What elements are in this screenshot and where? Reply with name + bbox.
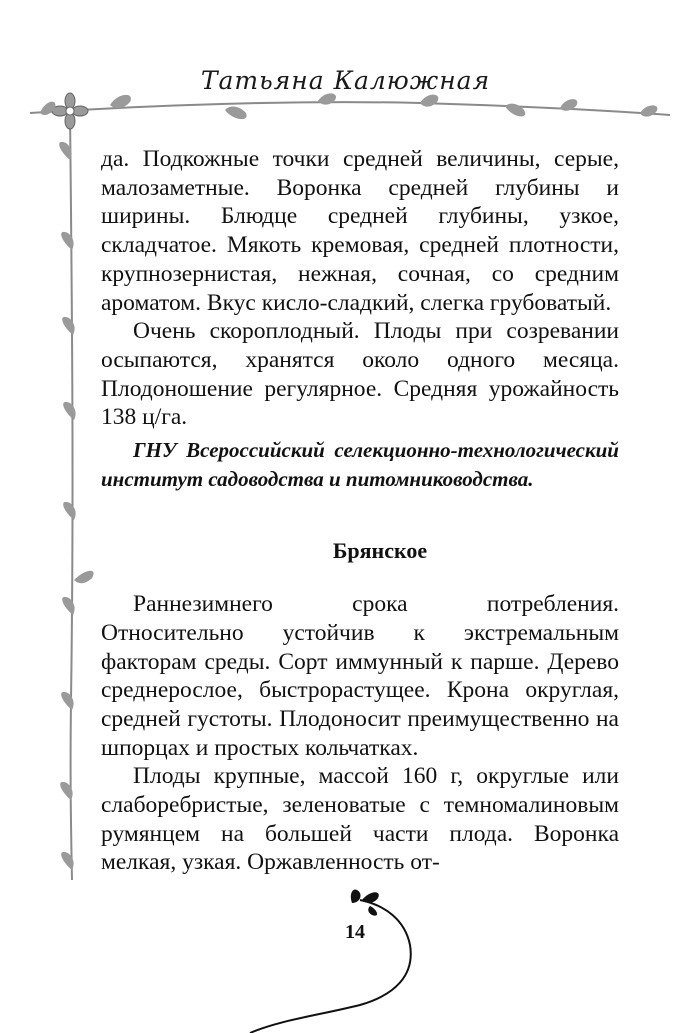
paragraph-yield: Очень скороплодный. Плоды при созревании осыпаются, хранятся около одного месяца. Плодоношение регулярное. Средняя урожайность 138 ц/га.	[101, 318, 619, 431]
page-body	[101, 145, 619, 877]
leaf-icon	[74, 571, 94, 583]
leaf-icon	[225, 106, 247, 119]
breeder-credit: ГНУ Всероссийский селекционно-технологический институт садоводства и питомниководства.	[101, 438, 619, 491]
leaf-icon	[640, 105, 657, 116]
paragraph-description: Раннезимнего срока потребления. Относительно устойчив к экстремальным факторам среды. Сорт иммунный к парше. Дерево среднерослое, быстрорастущее. Крона округлая, средней густоты. Плодоносит преимущественно на шпорцах и простых кольчатках.	[101, 591, 619, 761]
paragraph-fruits: Плоды крупные, массой 160 г, округлые или слаборебристые, зеленоватые с темномалиновым румянцем на большей части плода. Воронка мелкая, узкая. Оржавленность от-	[101, 763, 619, 876]
leaf-icon	[63, 402, 75, 420]
leaf-icon	[505, 104, 525, 117]
variety-heading: Брянское	[332, 538, 428, 564]
paragraph-continued: да. Подкожные точки средней величины, серые, малозаметные. Воронка средней глубины и ширины. Блюдце средней глубины, узкое, складчатое. Мякоть кремовая, средней плотности, крупнозернистая, нежная, сочная, со средним ароматом. Вкус кисло-сладкий, слегка грубоватый.	[101, 146, 619, 316]
leaf-icon	[63, 502, 75, 520]
flower-icon	[52, 93, 88, 129]
sprig-icon	[351, 890, 379, 916]
running-header-author: Татьяна Калюжная	[200, 66, 491, 95]
leaf-icon	[420, 95, 438, 107]
page-number: 14	[345, 921, 365, 943]
leaf-icon	[110, 95, 131, 108]
